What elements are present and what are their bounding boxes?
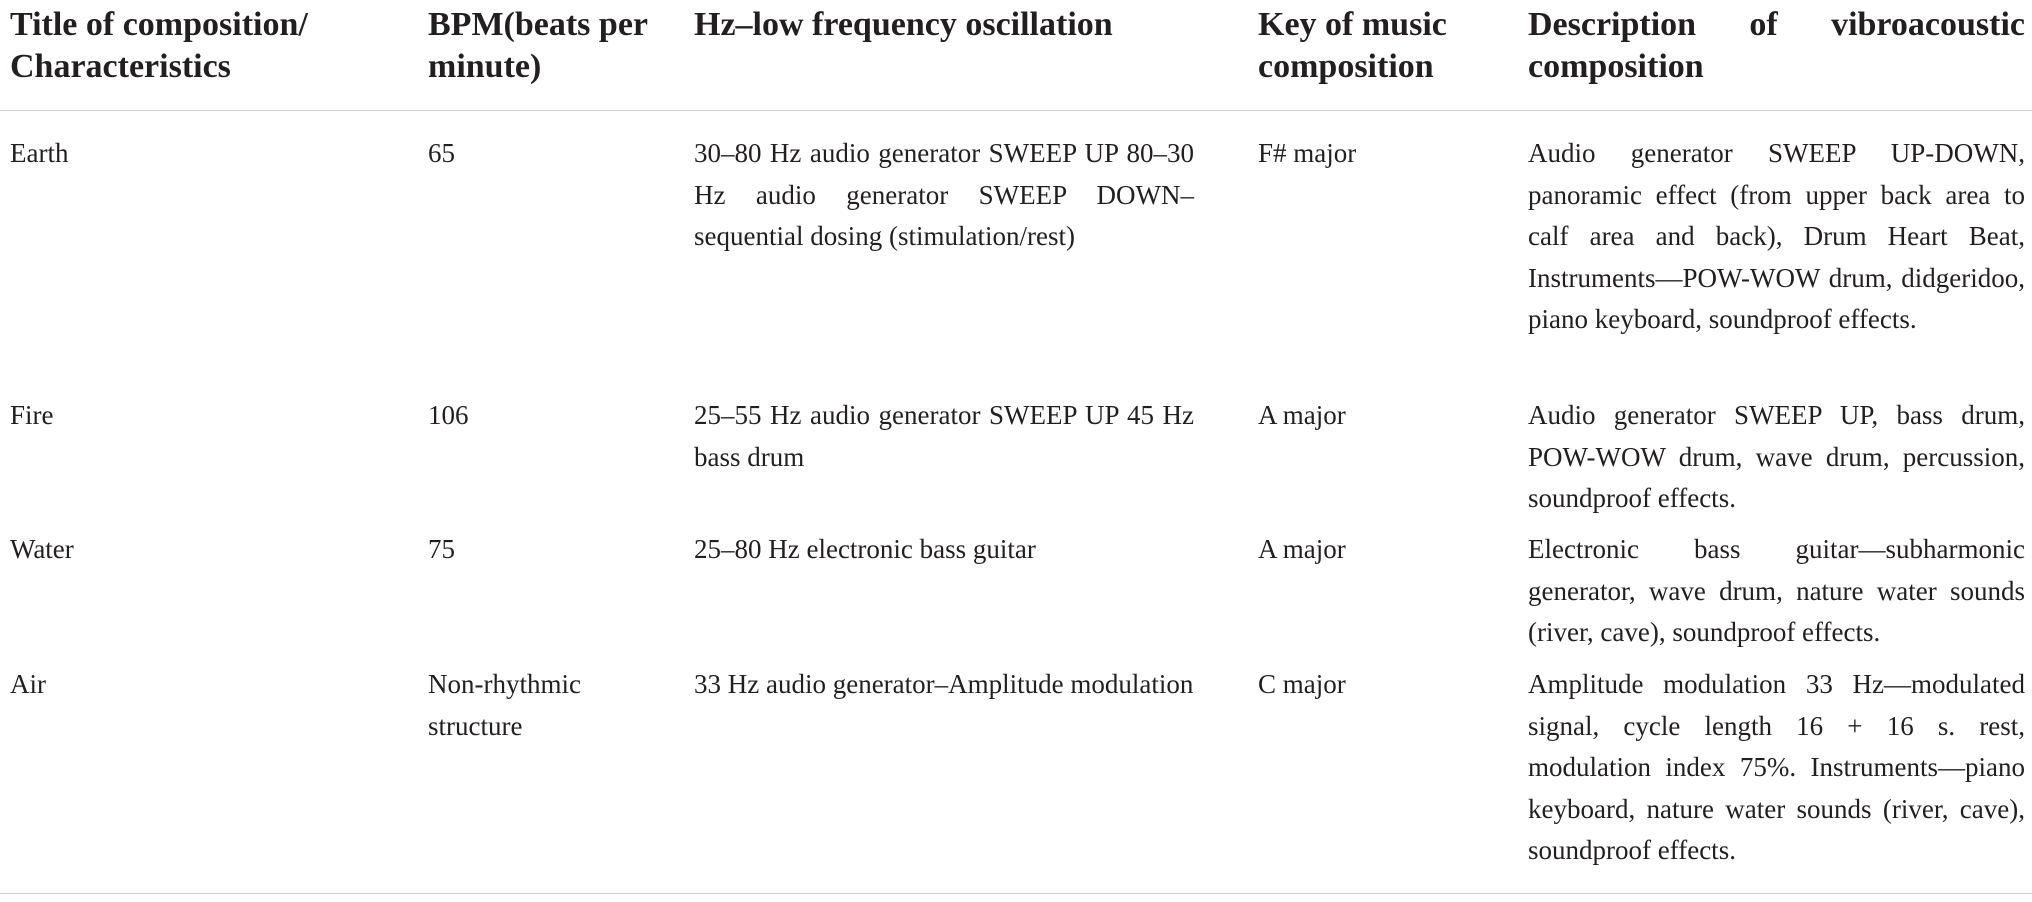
cell-hz: 33 Hz audio generator–Amplitude modulation (694, 669, 1194, 699)
cell-key: A major (1258, 534, 1346, 564)
cell-bpm: Non-rhythmic structure (428, 669, 581, 741)
cell-title: Earth (10, 138, 69, 168)
table-header-row (0, 0, 2032, 110)
cell-key: C major (1258, 669, 1346, 699)
cell-hz: 25–80 Hz electronic bass guitar (694, 534, 1036, 564)
header-bpm: BPM(beats per minute) (428, 6, 648, 85)
cell-key: A major (1258, 400, 1346, 430)
header-title-characteristics: Title of composition/ Characteristics (10, 6, 308, 85)
cell-description: Electronic bass guitar—subharmonic generator, wave drum, nature water sounds (river, cave), soundproof effects. (1528, 534, 2025, 648)
cell-hz: 25–55 Hz audio generator SWEEP UP 45 Hz bass drum (694, 400, 1194, 472)
cell-hz: 30–80 Hz audio generator SWEEP UP 80–30 Hz audio generator SWEEP DOWN–sequential dosing (stimulation/rest) (694, 138, 1194, 252)
cell-title: Fire (10, 400, 54, 430)
cell-bpm: 106 (428, 400, 469, 430)
header-divider (0, 110, 2032, 111)
cell-description: Audio generator SWEEP UP-DOWN, panoramic effect (from upper back area to calf area and back), Drum Heart Beat, Instruments—POW-WOW drum, didgeridoo, piano keyboard, soundproof effects. (1528, 138, 2025, 335)
table-bottom-rule (0, 893, 2032, 894)
cell-bpm: 75 (428, 534, 455, 564)
cell-title: Water (10, 534, 74, 564)
cell-description: Audio generator SWEEP UP, bass drum, POW-WOW drum, wave drum, percussion, soundproof effects. (1528, 400, 2025, 514)
header-key: Key of music composition (1258, 6, 1447, 85)
cell-description: Amplitude modulation 33 Hz—modulated signal, cycle length 16 + 16 s. rest, modulation index 75%. Instruments—piano keyboard, nature water sounds (river, cave), soundproof effects. (1528, 669, 2025, 866)
header-hz-oscillation: Hz–low frequency oscillation (694, 6, 1113, 43)
header-description: Description of vibroacoustic composition (1528, 6, 2025, 85)
cell-bpm: 65 (428, 138, 455, 168)
cell-key: F# major (1258, 138, 1357, 168)
cell-title: Air (10, 669, 46, 699)
